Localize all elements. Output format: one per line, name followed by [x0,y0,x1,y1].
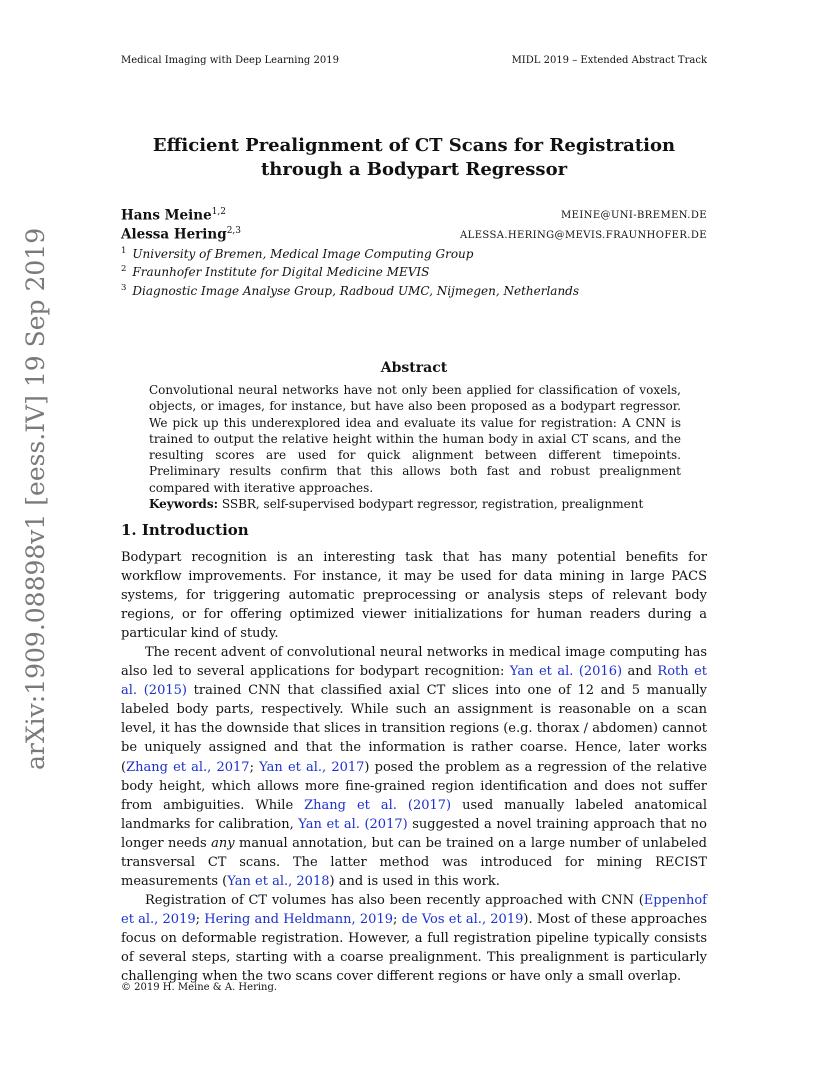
text-run: ; [249,759,260,775]
paragraph-3 [121,891,707,986]
citation-link[interactable]: Yan et al., 2018 [227,873,330,889]
affiliation-text: Fraunhofer Institute for Digital Medicine MEVIS [132,265,430,279]
citation-link[interactable]: Zhang et al., 2017 [126,759,250,775]
abstract-heading: Abstract [380,360,448,376]
text-run: ). Most of these approaches focus on deformable registration. However, a full registration pipeline typically consists of several steps, starting with a coarse prealignment. This prealignment is particularly challenging when the two scans cover different regions or have only a small overlap. [121,911,708,985]
affiliation-num: 3 [121,283,127,293]
citation-link[interactable]: Roth et al. (2015) [121,664,707,699]
text-run: ; [393,911,402,927]
text-run: The recent advent of convolutional neural networks in medical image computing has also led to several applications for bodypart recognition: [121,645,707,680]
text-run: suggested a novel training approach that no longer needs [121,816,708,851]
text-run: ) and is used in this work. [329,873,500,889]
text-run: and [622,664,658,680]
paper-title [0,134,828,182]
affiliation-text: Diagnostic Image Analyse Group, Radboud UMC, Nijmegen, Netherlands [132,284,580,298]
affiliation-1 [121,246,473,261]
author-affil-sup: 1,2 [211,207,227,217]
citation-link[interactable]: Eppenhof et al., 2019 [121,892,707,927]
keywords-text: SSBR, self-supervised bodypart regressor, registration, prealignment [221,497,644,512]
keywords-label: Keywords: [149,497,219,512]
arxiv-identifier[interactable]: arXiv:1909.08898v1 [eess.IV] 19 Sep 2019 [21,227,50,770]
affiliation-2 [121,264,429,279]
text-run: Registration of CT volumes has also been recently approached with CNN ( [145,892,644,908]
author-affil-sup: 2,3 [226,226,242,236]
title-line-2: through a Bodypart Regressor [260,159,568,180]
author-name: Alessa Hering [121,226,227,243]
title-line-1: Efficient Prealignment of CT Scans for Registration [152,135,676,156]
text-run: ; [195,911,205,927]
abstract-text: Convolutional neural networks have not only been applied for classification of voxels, objects, or images, for instance, but have also been proposed as a bodypart regressor. We pick up this underexplored idea and evaluate its value for registration: A CNN is trained to output the relative height within the human body in axial CT scans, and the resulting scores are used for quick alignment between different timepoints. Preliminary results confirm that this allows both fast and robust prealignment compared with iterative approaches. [149,383,681,495]
author-1-email[interactable]: MEINE@UNI-BREMEN.DE [561,210,707,221]
emphasis: any [211,835,235,851]
author-1 [121,207,226,224]
affiliation-num: 2 [121,264,127,274]
introduction-body [121,548,707,986]
section-heading-introduction: 1. Introduction [121,521,249,539]
citation-link[interactable]: Hering and Heldmann, 2019 [204,911,393,927]
author-name: Hans Meine [121,207,212,224]
paragraph-2 [121,643,707,891]
citation-link[interactable]: de Vos et al., 2019 [401,911,524,927]
citation-link[interactable]: Yan et al. (2016) [509,664,623,680]
affiliation-3 [121,283,579,298]
running-header-left: Medical Imaging with Deep Learning 2019 [121,55,339,66]
paragraph-1: Bodypart recognition is an interesting task that has many potential benefits for workflow improvements. For instance, it may be used for data mining in large PACS systems, for triggering automatic preprocessing or analysis steps of relevant body regions, or for offering optimized viewer initializations for human readers during a particular kind of study. [121,550,707,642]
copyright-footer: © 2019 H. Meine & A. Hering. [121,982,278,993]
affiliation-text: University of Bremen, Medical Image Computing Group [132,247,474,261]
text-run: trained CNN that classified axial CT slices into one of 12 and 5 manually labeled body parts, respectively. While such an assignment is reasonable on a scan level, it has the downside that slices in transition regions (e.g. thorax / abdomen) cannot be uniquely assigned and that the information is rather coarse. Hence, later works ( [121,683,708,775]
affiliation-num: 1 [121,246,127,256]
running-header-right: MIDL 2019 – Extended Abstract Track [511,55,707,66]
arxiv-sidebar-stamp [21,227,51,770]
text-run: manual annotation, but can be trained on a large number of unlabeled transversal CT scans. The latter method was introduced for mining RECIST measurements ( [121,835,707,889]
citation-link[interactable]: Yan et al. (2017) [298,816,408,832]
citation-link[interactable]: Yan et al., 2017 [259,759,365,775]
author-2 [121,226,241,243]
author-2-email[interactable]: ALESSA.HERING@MEVIS.FRAUNHOFER.DE [460,230,707,241]
text-run: used manually labeled anatomical landmarks for calibration, [121,797,707,832]
text-run: ) posed the problem as a regression of the relative body height, which allows more fine-grained region identification and does not suffer from ambiguities. While [121,759,707,813]
citation-link[interactable]: Zhang et al. (2017) [304,797,452,813]
abstract-body [149,382,681,512]
